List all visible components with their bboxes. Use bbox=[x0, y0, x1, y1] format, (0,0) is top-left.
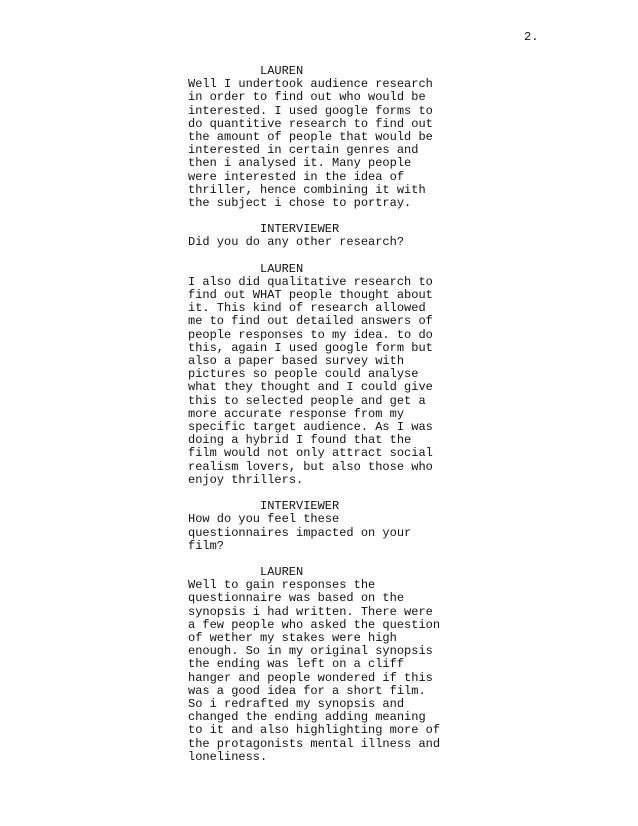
dialogue-text bbox=[188, 513, 478, 553]
dialogue-line: pictures so people could analyse bbox=[188, 367, 419, 382]
dialogue-line: more accurate response from my bbox=[188, 406, 405, 421]
dialogue-line: the subject i chose to portray. bbox=[188, 196, 412, 211]
dialogue-text bbox=[188, 579, 478, 764]
dialogue-line: interested in certain genres and bbox=[188, 143, 419, 158]
dialogue-line: synopsis i had written. There were bbox=[188, 604, 433, 619]
dialogue-line: find out WHAT people thought about bbox=[188, 288, 433, 303]
dialogue-text bbox=[188, 78, 478, 210]
dialogue-line: enjoy thrillers. bbox=[188, 472, 304, 487]
dialogue-line: it. This kind of research allowed bbox=[188, 301, 426, 316]
dialogue-line: also a paper based survey with bbox=[188, 354, 405, 369]
dialogue-block bbox=[188, 223, 478, 249]
dialogue-text bbox=[188, 276, 478, 487]
dialogue-line: the ending was left on a cliff bbox=[188, 657, 405, 672]
dialogue-line: was a good idea for a short film. bbox=[188, 683, 426, 698]
dialogue-line: enough. So in my original synopsis bbox=[188, 644, 433, 659]
dialogue-line: film would not only attract social bbox=[188, 446, 433, 461]
dialogue-line: a few people who asked the question bbox=[188, 617, 441, 632]
speaker-name: LAUREN bbox=[260, 64, 304, 78]
dialogue-line: changed the ending adding meaning bbox=[188, 710, 426, 725]
dialogue-line: were interested in the idea of bbox=[188, 169, 405, 184]
dialogue-block bbox=[188, 263, 478, 487]
dialogue-text bbox=[188, 236, 478, 249]
dialogue-line: the amount of people that would be bbox=[188, 130, 433, 145]
dialogue-line: questionnaire was based on the bbox=[188, 591, 405, 606]
dialogue-block bbox=[188, 500, 478, 553]
dialogue-line: realism lovers, but also those who bbox=[188, 459, 433, 474]
dialogue-block bbox=[188, 566, 478, 764]
dialogue-line: the protagonists mental illness and bbox=[188, 736, 441, 751]
dialogue-line: do quantitive research to find out bbox=[188, 116, 433, 131]
dialogue-line: in order to find out who would be bbox=[188, 90, 426, 105]
dialogue-line: of wether my stakes were high bbox=[188, 630, 397, 645]
dialogue-line: How do you feel these bbox=[188, 512, 340, 527]
dialogue-line: So i redrafted my synopsis and bbox=[188, 696, 405, 711]
dialogue-line: Did you do any other research? bbox=[188, 235, 405, 250]
dialogue-line: doing a hybrid I found that the bbox=[188, 433, 412, 448]
dialogue-line: me to find out detailed answers of bbox=[188, 314, 433, 329]
screenplay-body bbox=[188, 65, 478, 777]
dialogue-line: questionnaires impacted on your bbox=[188, 525, 412, 540]
dialogue-line: this, again I used google form but bbox=[188, 340, 433, 355]
dialogue-line: this to selected people and get a bbox=[188, 393, 426, 408]
dialogue-line: Well to gain responses the bbox=[188, 578, 376, 593]
dialogue-line: loneliness. bbox=[188, 749, 268, 764]
speaker-name: LAUREN bbox=[260, 564, 304, 579]
dialogue-line: people responses to my idea. to do bbox=[188, 327, 433, 342]
speaker-name: INTERVIEWER bbox=[260, 499, 340, 514]
dialogue-block bbox=[188, 65, 478, 210]
speaker-name: INTERVIEWER bbox=[260, 222, 340, 237]
dialogue-line: to it and also highlighting more of bbox=[188, 723, 441, 738]
speaker-name: LAUREN bbox=[260, 261, 304, 276]
dialogue-line: thriller, hence combining it with bbox=[188, 182, 426, 197]
dialogue-line: specific target audience. As I was bbox=[188, 420, 433, 435]
dialogue-line: Well I undertook audience research bbox=[188, 77, 433, 92]
dialogue-line: hanger and people wondered if this bbox=[188, 670, 433, 685]
dialogue-line: what they thought and I could give bbox=[188, 380, 433, 395]
dialogue-line: I also did qualitative research to bbox=[188, 274, 433, 289]
dialogue-line: film? bbox=[188, 538, 225, 553]
page-number: 2. bbox=[524, 30, 539, 44]
dialogue-line: interested. I used google forms to bbox=[188, 103, 433, 118]
dialogue-line: then i analysed it. Many people bbox=[188, 156, 412, 171]
